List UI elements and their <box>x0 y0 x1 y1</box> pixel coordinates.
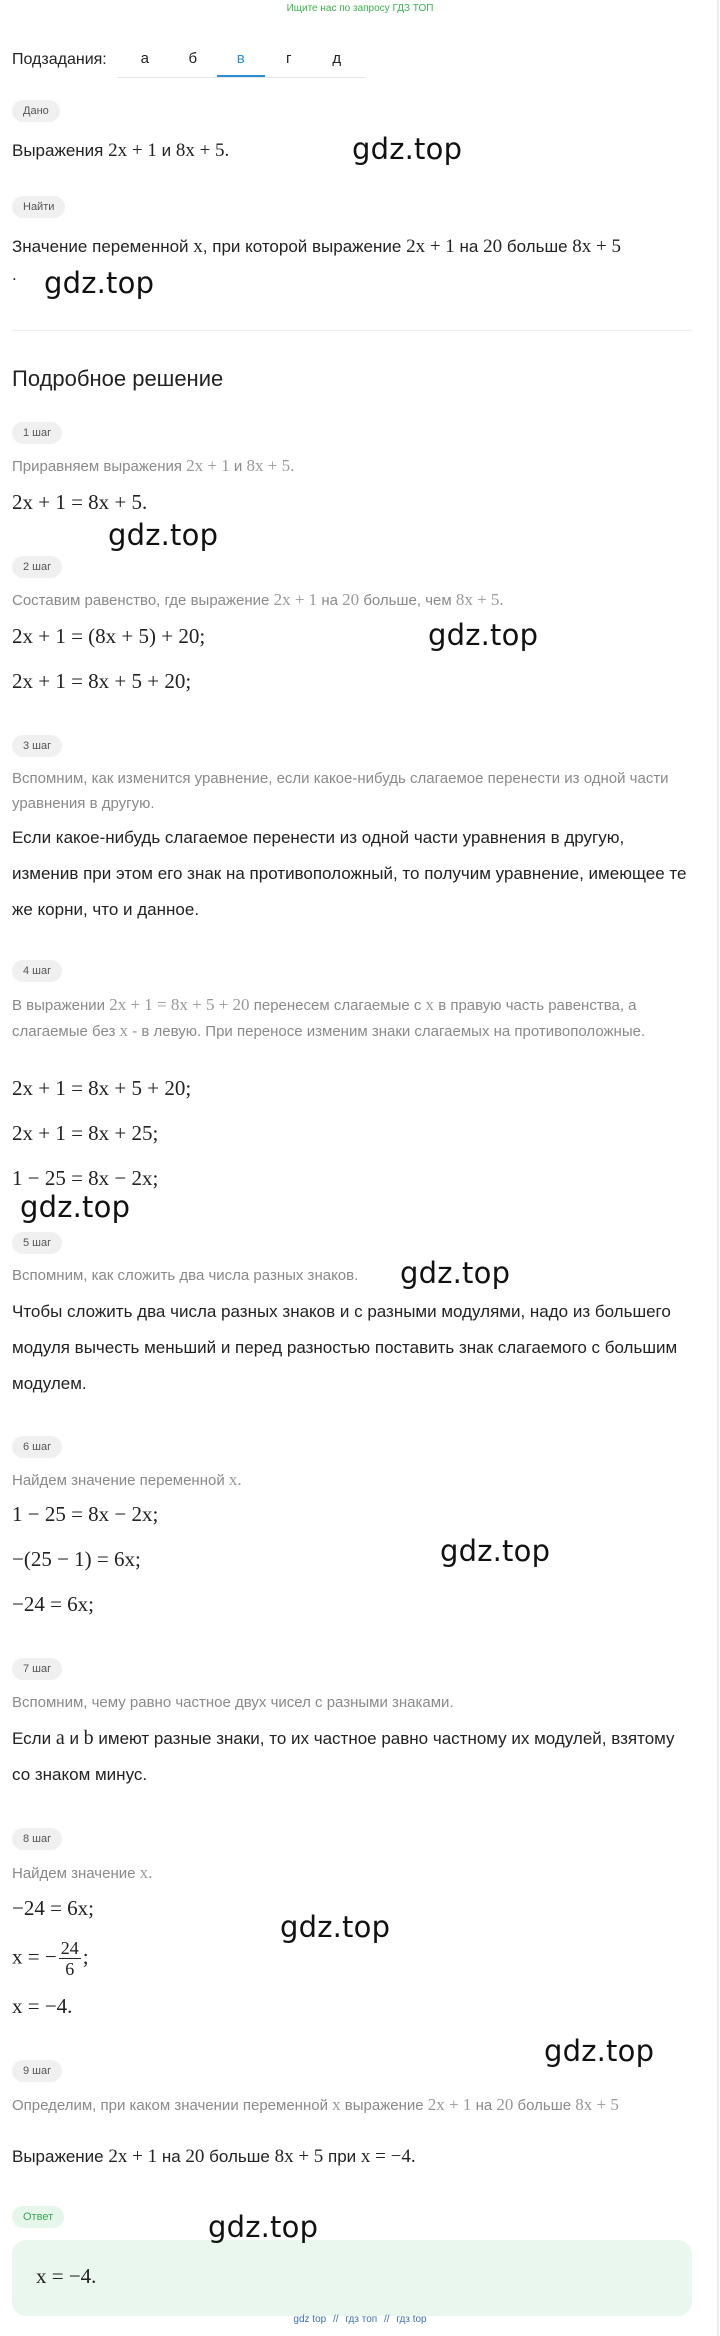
footer-links <box>0 2314 720 2325</box>
page-edge-rule <box>717 0 719 2336</box>
watermark: gdz.top <box>352 132 463 166</box>
subtask-label: Подзадания: <box>12 51 107 68</box>
step-6-badge: 6 шаг <box>12 1436 62 1458</box>
step-6-equation-1: 1 − 25 = 8x − 2x; <box>12 1502 159 1526</box>
tab-v-active[interactable]: в <box>217 42 265 77</box>
watermark: gdz.top <box>280 1910 391 1944</box>
step-8-badge: 8 шаг <box>12 1828 62 1850</box>
step-4-badge: 4 шаг <box>12 960 62 982</box>
subtask-tabs <box>117 42 365 78</box>
find-badge: Найти <box>12 196 65 218</box>
footer-link[interactable]: гдз top <box>396 2314 427 2325</box>
step-1-hint: Приравняем выражения 2x + 1 и 8x + 5. <box>12 456 295 475</box>
step-8-equation-3: x = −4. <box>12 1994 73 2018</box>
step-5-badge: 5 шаг <box>12 1232 62 1254</box>
given-badge: Дано <box>12 100 60 122</box>
footer-separator: // <box>332 2314 339 2325</box>
step-8-equation-1: −24 = 6x; <box>12 1896 95 1920</box>
watermark: gdz.top <box>44 266 155 300</box>
step-3-hint: Вспомним, как изменится уравнение, если какое-нибудь слагаемое перенести из одной части уравнения в другую. <box>12 770 669 812</box>
answer-value: x = −4. <box>36 2264 97 2288</box>
tab-g[interactable]: г <box>285 50 292 67</box>
step-3-body: Если какое-нибудь слагаемое перенести из одной части уравнения в другую, изменив при этом его знак на противоположный, то получим уравнение, имеющее те же корни, что и данное. <box>12 828 687 919</box>
step-9-result: Выражение 2x + 1 на 20 больше 8x + 5 при x = −4. <box>12 2146 416 2167</box>
step-4-equation-3: 1 − 25 = 8x − 2x; <box>12 1166 159 1190</box>
watermark: gdz.top <box>20 1190 131 1224</box>
step-8-hint: Найдем значение x. <box>12 1863 153 1882</box>
step-4-equation-2: 2x + 1 = 8x + 25; <box>12 1121 159 1145</box>
watermark: gdz.top <box>544 2034 655 2068</box>
watermark: gdz.top <box>428 618 539 652</box>
solution-title: Подробное решение <box>12 366 224 391</box>
step-6-equation-2: −(25 − 1) = 6x; <box>12 1547 141 1571</box>
step-1-badge: 1 шаг <box>12 422 62 444</box>
section-divider <box>12 330 692 331</box>
watermark: gdz.top <box>400 1256 511 1290</box>
step-9-badge: 9 шаг <box>12 2060 62 2082</box>
step-1-equation: 2x + 1 = 8x + 5. <box>12 490 148 514</box>
step-2-hint: Составим равенство, где выражение 2x + 1 на 20 больше, чем 8x + 5. <box>12 590 504 609</box>
step-6-equation-3: −24 = 6x; <box>12 1592 95 1616</box>
step-5-hint: Вспомним, как сложить два числа разных знаков. <box>12 1267 359 1284</box>
step-7-body: Если a и b имеют разные знаки, то их частное равно частному их модулей, взятому со знаком минус. <box>12 1727 675 1784</box>
step-7-badge: 7 шаг <box>12 1658 62 1680</box>
tab-a[interactable]: а <box>140 50 149 67</box>
footer-separator: // <box>383 2314 390 2325</box>
answer-box <box>12 2240 692 2316</box>
step-4-equation-1: 2x + 1 = 8x + 5 + 20; <box>12 1076 192 1100</box>
step-2-equation-2: 2x + 1 = 8x + 5 + 20; <box>12 669 192 693</box>
tab-b[interactable]: б <box>188 50 198 67</box>
footer-link[interactable]: gdz top <box>293 2314 327 2325</box>
step-4-hint: В выражении 2x + 1 = 8x + 5 + 20 перенесем слагаемые с x в правую часть равенства, а слагаемые без x - в левую. При переносе изменим знаки слагаемых на противоположные. <box>12 995 646 1040</box>
answer-badge: Ответ <box>12 2206 64 2228</box>
fraction: $\frac{24}{6}$ <box>60 1938 79 1979</box>
step-2-equation-1: 2x + 1 = (8x + 5) + 20; <box>12 624 206 648</box>
step-2-badge: 2 шаг <box>12 556 62 578</box>
top-banner: Ищите нас по запросу ГДЗ ТОП <box>286 3 434 14</box>
subtask-tabs-row <box>12 42 692 78</box>
find-text: Значение переменной x, при которой выражение 2x + 1 на 20 больше 8x + 5 . <box>12 236 621 284</box>
step-9-hint: Определим, при каком значении переменной x выражение 2x + 1 на 20 больше 8x + 5 <box>12 2095 619 2114</box>
given-text: Выражения 2x + 1 и 8x + 5. <box>12 140 230 161</box>
step-8-equation-2: x = − $\frac{24}{6}$ ; <box>12 1938 89 1979</box>
watermark: gdz.top <box>108 518 219 552</box>
watermark: gdz.top <box>440 1534 551 1568</box>
tab-d[interactable]: д <box>332 50 342 67</box>
step-5-body: Чтобы сложить два числа разных знаков и с разными модулями, надо из большего модуля вычесть меньший и перед разностью поставить знак слагаемого с большим модулем. <box>12 1302 678 1393</box>
footer-link[interactable]: гдз топ <box>345 2314 378 2325</box>
watermark: gdz.top <box>208 2210 319 2244</box>
step-3-badge: 3 шаг <box>12 735 62 757</box>
step-6-hint: Найдем значение переменной x. <box>12 1470 242 1489</box>
step-7-hint: Вспомним, чему равно частное двух чисел с разными знаками. <box>12 1694 454 1711</box>
